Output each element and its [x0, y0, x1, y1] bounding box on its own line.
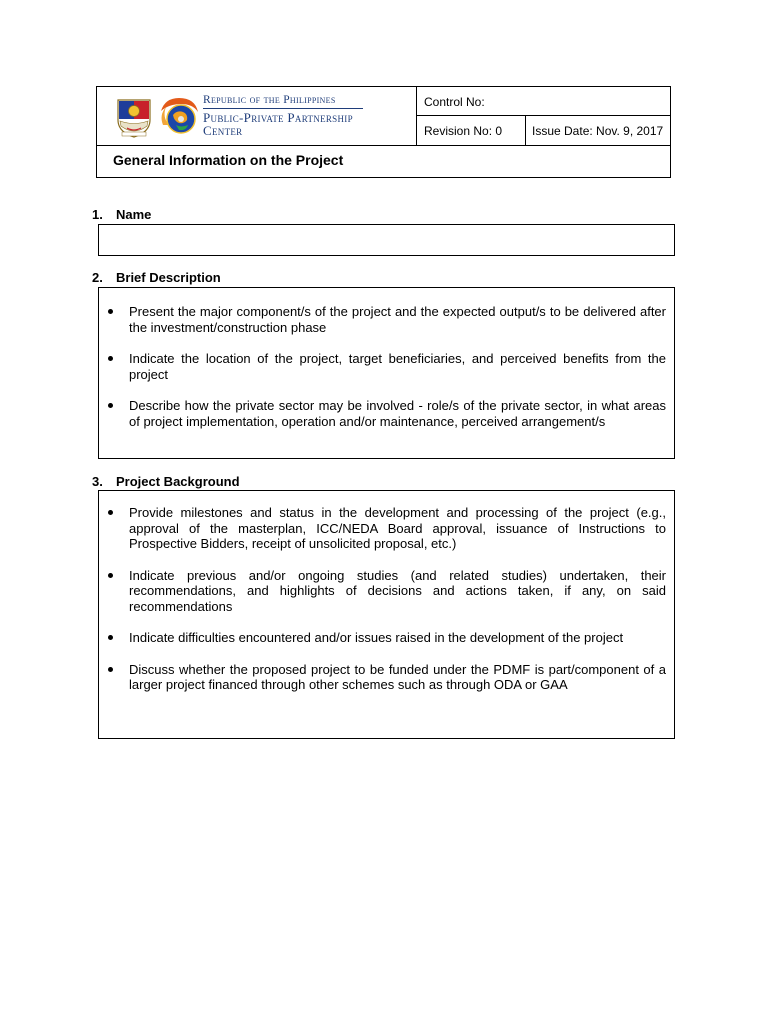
name-input-box[interactable]: [98, 224, 675, 256]
logo-line-republic: Republic of the Philippines: [203, 94, 336, 106]
issue-date-field: Issue Date: Nov. 9, 2017: [526, 116, 671, 146]
document-header-table: [96, 86, 671, 178]
list-item: Present the major component/s of the project and the expected output/s to be delivered after the investment/construction phase: [99, 304, 674, 335]
section-number: 1.: [92, 207, 103, 222]
revision-no-field: Revision No: 0: [417, 116, 526, 146]
section-heading-name: [92, 207, 151, 222]
philippine-seal-icon: [115, 96, 153, 138]
section-number: 2.: [92, 270, 103, 285]
logo-line-ppp: Public-Private Partnership: [203, 110, 353, 125]
bullet-icon: [108, 635, 113, 640]
logo-divider: [203, 108, 363, 109]
brief-description-box[interactable]: [98, 287, 675, 459]
section-title: Project Background: [116, 474, 240, 489]
logo-line-center: Center: [203, 123, 243, 138]
section-heading-project-background: [92, 474, 240, 489]
list-item: Indicate difficulties encountered and/or issues raised in the development of the project: [99, 630, 674, 646]
bullet-icon: [108, 667, 113, 672]
bullet-icon: [108, 356, 113, 361]
section-title: Brief Description: [116, 270, 221, 285]
control-no-field: Control No:: [417, 87, 671, 116]
bullet-icon: [108, 510, 113, 515]
form-title: General Information on the Project: [113, 152, 344, 168]
project-background-box[interactable]: [98, 490, 675, 739]
section-number: 3.: [92, 474, 103, 489]
list-item: Indicate the location of the project, target beneficiaries, and perceived benefits from the project: [99, 351, 674, 382]
bullet-icon: [108, 403, 113, 408]
list-item: Discuss whether the proposed project to be funded under the PDMF is part/component of a larger project financed through other schemes such as through ODA or GAA: [99, 662, 674, 693]
bullet-icon: [108, 309, 113, 314]
list-item: Provide milestones and status in the development and processing of the project (e.g., approval of the masterplan, ICC/NEDA Board approval, issuance of Instructions to Prospective Bidders, receipt of unsolicited proposal, etc.): [99, 505, 674, 552]
ppp-center-logo-icon: [157, 95, 201, 137]
list-item: Indicate previous and/or ongoing studies (and related studies) undertaken, their recommendations, and highlights of decisions and actions taken, if any, on said recommendations: [99, 568, 674, 615]
bullet-icon: [108, 573, 113, 578]
brief-description-list: [99, 304, 674, 429]
section-title: Name: [116, 207, 152, 222]
logo-cell: [97, 87, 417, 146]
section-heading-brief-description: [92, 270, 221, 285]
project-background-list: [99, 505, 674, 693]
list-item: Describe how the private sector may be involved - role/s of the private sector, in what areas of project implementation, operation and/or maintenance, perceived arrangement/s: [99, 398, 674, 429]
organization-name: [203, 94, 363, 137]
